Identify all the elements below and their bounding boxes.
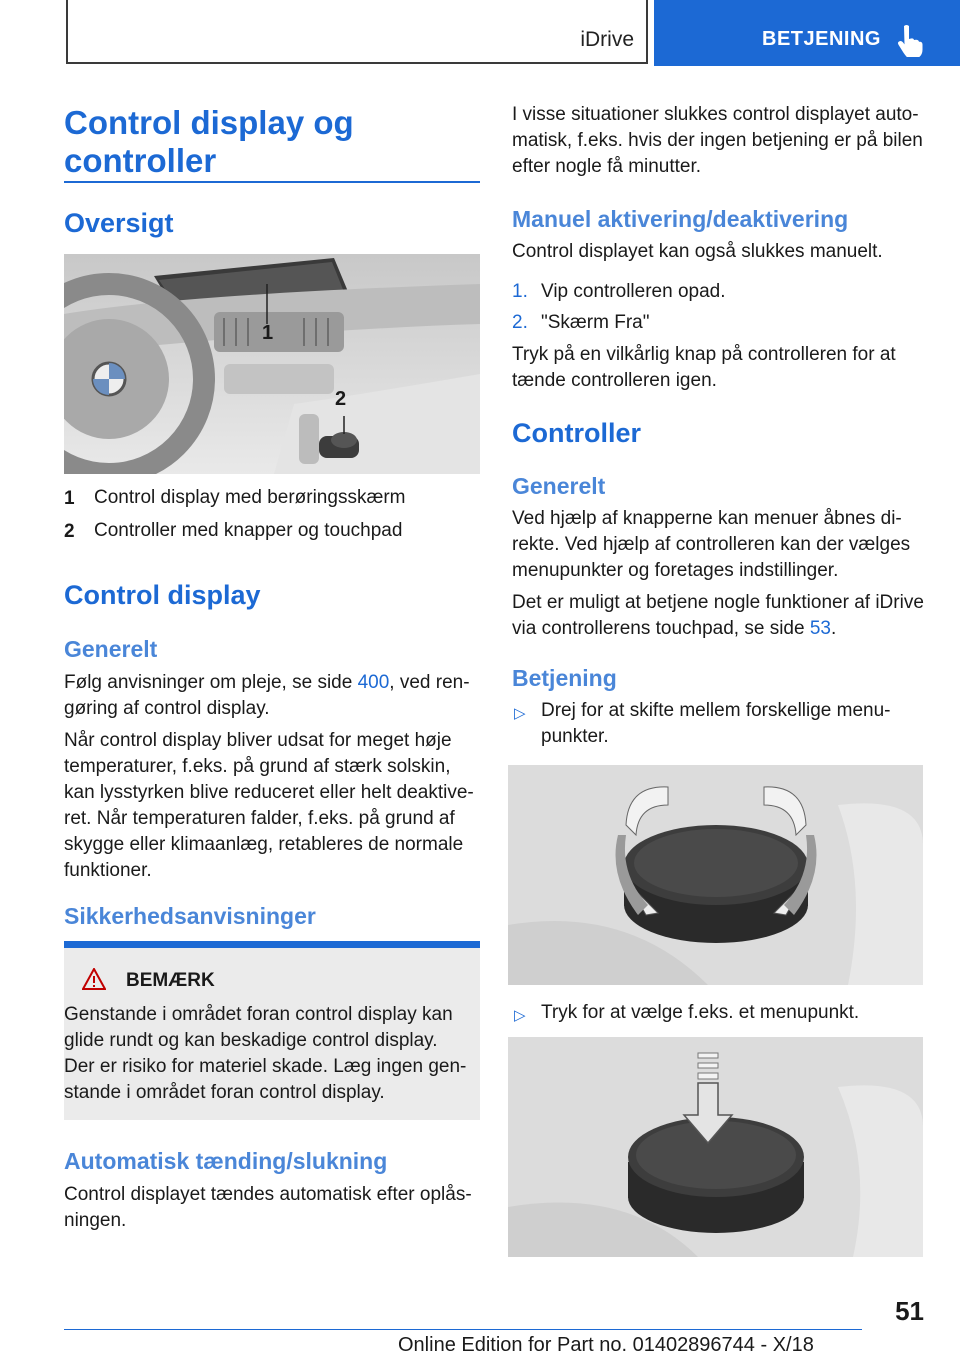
touchpad-text-a: via controllerens touchpad, se side xyxy=(512,618,810,639)
care-text-b: , ved ren- xyxy=(389,672,470,693)
dashboard-photo xyxy=(64,254,480,474)
bullet-rotate xyxy=(541,698,941,750)
heading-generelt-right: Generelt xyxy=(512,473,606,499)
controller-press-photo xyxy=(508,1037,923,1257)
temp-line-1: Når control display bliver udsat for meget høje xyxy=(64,730,452,751)
bullet-triangle-icon-2: ▷ xyxy=(514,1007,526,1024)
temp-line-5: skygge eller klimaanlæg, retableres de normale xyxy=(64,834,464,855)
heading-safety: Sikkerhedsanvisninger xyxy=(64,903,316,929)
step-text-2: "Skærm Fra" xyxy=(541,312,650,333)
temp-line-6: funktioner. xyxy=(64,860,152,881)
controller-rotate-photo xyxy=(508,765,923,985)
warning-line-1: Genstande i området foran control display kan xyxy=(64,1004,453,1025)
heading-manual: Manuel aktivering/deaktivering xyxy=(512,206,849,232)
bullet-press: Tryk for at vælge f.eks. et menupunkt. xyxy=(541,1002,860,1023)
warning-title: BEMÆRK xyxy=(126,970,215,991)
care-text-c: gøring af control display. xyxy=(64,698,270,719)
photo-label-1: 1 xyxy=(262,322,274,344)
heading-auto: Automatisk tænding/slukning xyxy=(64,1148,388,1174)
press-line-2: tænde controlleren igen. xyxy=(512,370,717,391)
temp-line-2: temperaturer, f.eks. på grund af stærk solskin, xyxy=(64,756,451,777)
temp-line-3: kan lysstyrken blive reduceret eller helt deaktive- xyxy=(64,782,474,803)
rotate-line-1: Drej for at skifte mellem forskellige menu- xyxy=(541,700,891,721)
step-text-1: Vip controlleren opad. xyxy=(541,281,726,302)
paragraph-auto-off xyxy=(512,102,932,180)
warning-bar xyxy=(64,941,480,948)
step-num-1: 1. xyxy=(512,281,528,302)
warning-triangle-icon xyxy=(82,968,106,990)
rotate-line-2: punkter. xyxy=(541,726,609,747)
cgen-line-2: rekte. Ved hjælp af controlleren kan der vælges xyxy=(512,534,911,555)
link-page-400[interactable]: 400 xyxy=(357,672,390,693)
legend-num-2: 2 xyxy=(64,521,75,542)
header-section-label: iDrive xyxy=(580,28,634,51)
header-chapter-tab[interactable] xyxy=(654,0,960,66)
touchpad-line-1: Det er muligt at betjene nogle funktioner af iDrive xyxy=(512,592,924,613)
page-title xyxy=(64,104,480,180)
warning-line-2: glide rundt og kan beskadige control display. xyxy=(64,1030,438,1051)
press-line-1: Tryk på en vilkårlig knap på controlleren for at xyxy=(512,344,896,365)
page-title-line1: Control display og xyxy=(64,104,354,141)
paragraph-temperature xyxy=(64,728,484,884)
autooff-line-2: matisk, f.eks. hvis der ingen betjening er på bilen xyxy=(512,130,923,151)
paragraph-care xyxy=(64,670,484,722)
header-chapter-label: BETJENING xyxy=(762,28,881,50)
heading-controller: Controller xyxy=(512,418,642,448)
heading-oversigt: Oversigt xyxy=(64,208,174,238)
touchpad-text-b: . xyxy=(830,618,837,639)
cgen-line-3: menupunkter og foretages indstillinger. xyxy=(512,560,839,581)
photo-label-2: 2 xyxy=(335,388,347,410)
autooff-line-3: efter nogle få minutter. xyxy=(512,156,702,177)
link-page-53[interactable]: 53 xyxy=(809,618,831,639)
autooff-line-1: I visse situationer slukkes control displayet auto- xyxy=(512,104,919,125)
paragraph-controller-general xyxy=(512,506,932,584)
page-title-line2: controller xyxy=(64,142,217,179)
warning-line-4: stande i området foran control display. xyxy=(64,1082,385,1103)
auto-line-2: ningen. xyxy=(64,1210,127,1231)
heading-control-display: Control display xyxy=(64,580,261,610)
footer-edition: Online Edition for Part no. 01402896744 - X/18 xyxy=(398,1334,814,1356)
legend-num-1: 1 xyxy=(64,488,75,509)
header-section-box xyxy=(66,0,648,64)
title-rule xyxy=(64,181,480,183)
legend-text-1: Control display med berøringsskærm xyxy=(94,487,406,508)
cgen-line-1: Ved hjælp af knapperne kan menuer åbnes di- xyxy=(512,508,902,529)
care-text-a: Følg anvisninger om pleje, se side xyxy=(64,672,358,693)
temp-line-4: ret. Når temperaturen falder, f.eks. på grund af xyxy=(64,808,455,829)
warning-text xyxy=(64,1002,480,1106)
heading-generelt-left: Generelt xyxy=(64,636,158,662)
paragraph-touchpad xyxy=(512,590,942,642)
heading-betjening: Betjening xyxy=(512,665,617,691)
step-num-2: 2. xyxy=(512,312,528,333)
page-number: 51 xyxy=(895,1296,924,1326)
paragraph-auto xyxy=(64,1182,484,1234)
warning-line-3: Der er risiko for materiel skade. Læg ingen gen- xyxy=(64,1056,467,1077)
warning-box xyxy=(64,948,480,1120)
bullet-triangle-icon: ▷ xyxy=(514,705,526,722)
paragraph-manual: Control displayet kan også slukkes manuelt. xyxy=(512,241,883,262)
hand-pointer-icon xyxy=(894,23,924,57)
footer-rule xyxy=(64,1329,862,1330)
paragraph-press xyxy=(512,342,932,394)
auto-line-1: Control displayet tændes automatisk efter oplås- xyxy=(64,1184,472,1205)
legend-text-2: Controller med knapper og touchpad xyxy=(94,520,403,541)
